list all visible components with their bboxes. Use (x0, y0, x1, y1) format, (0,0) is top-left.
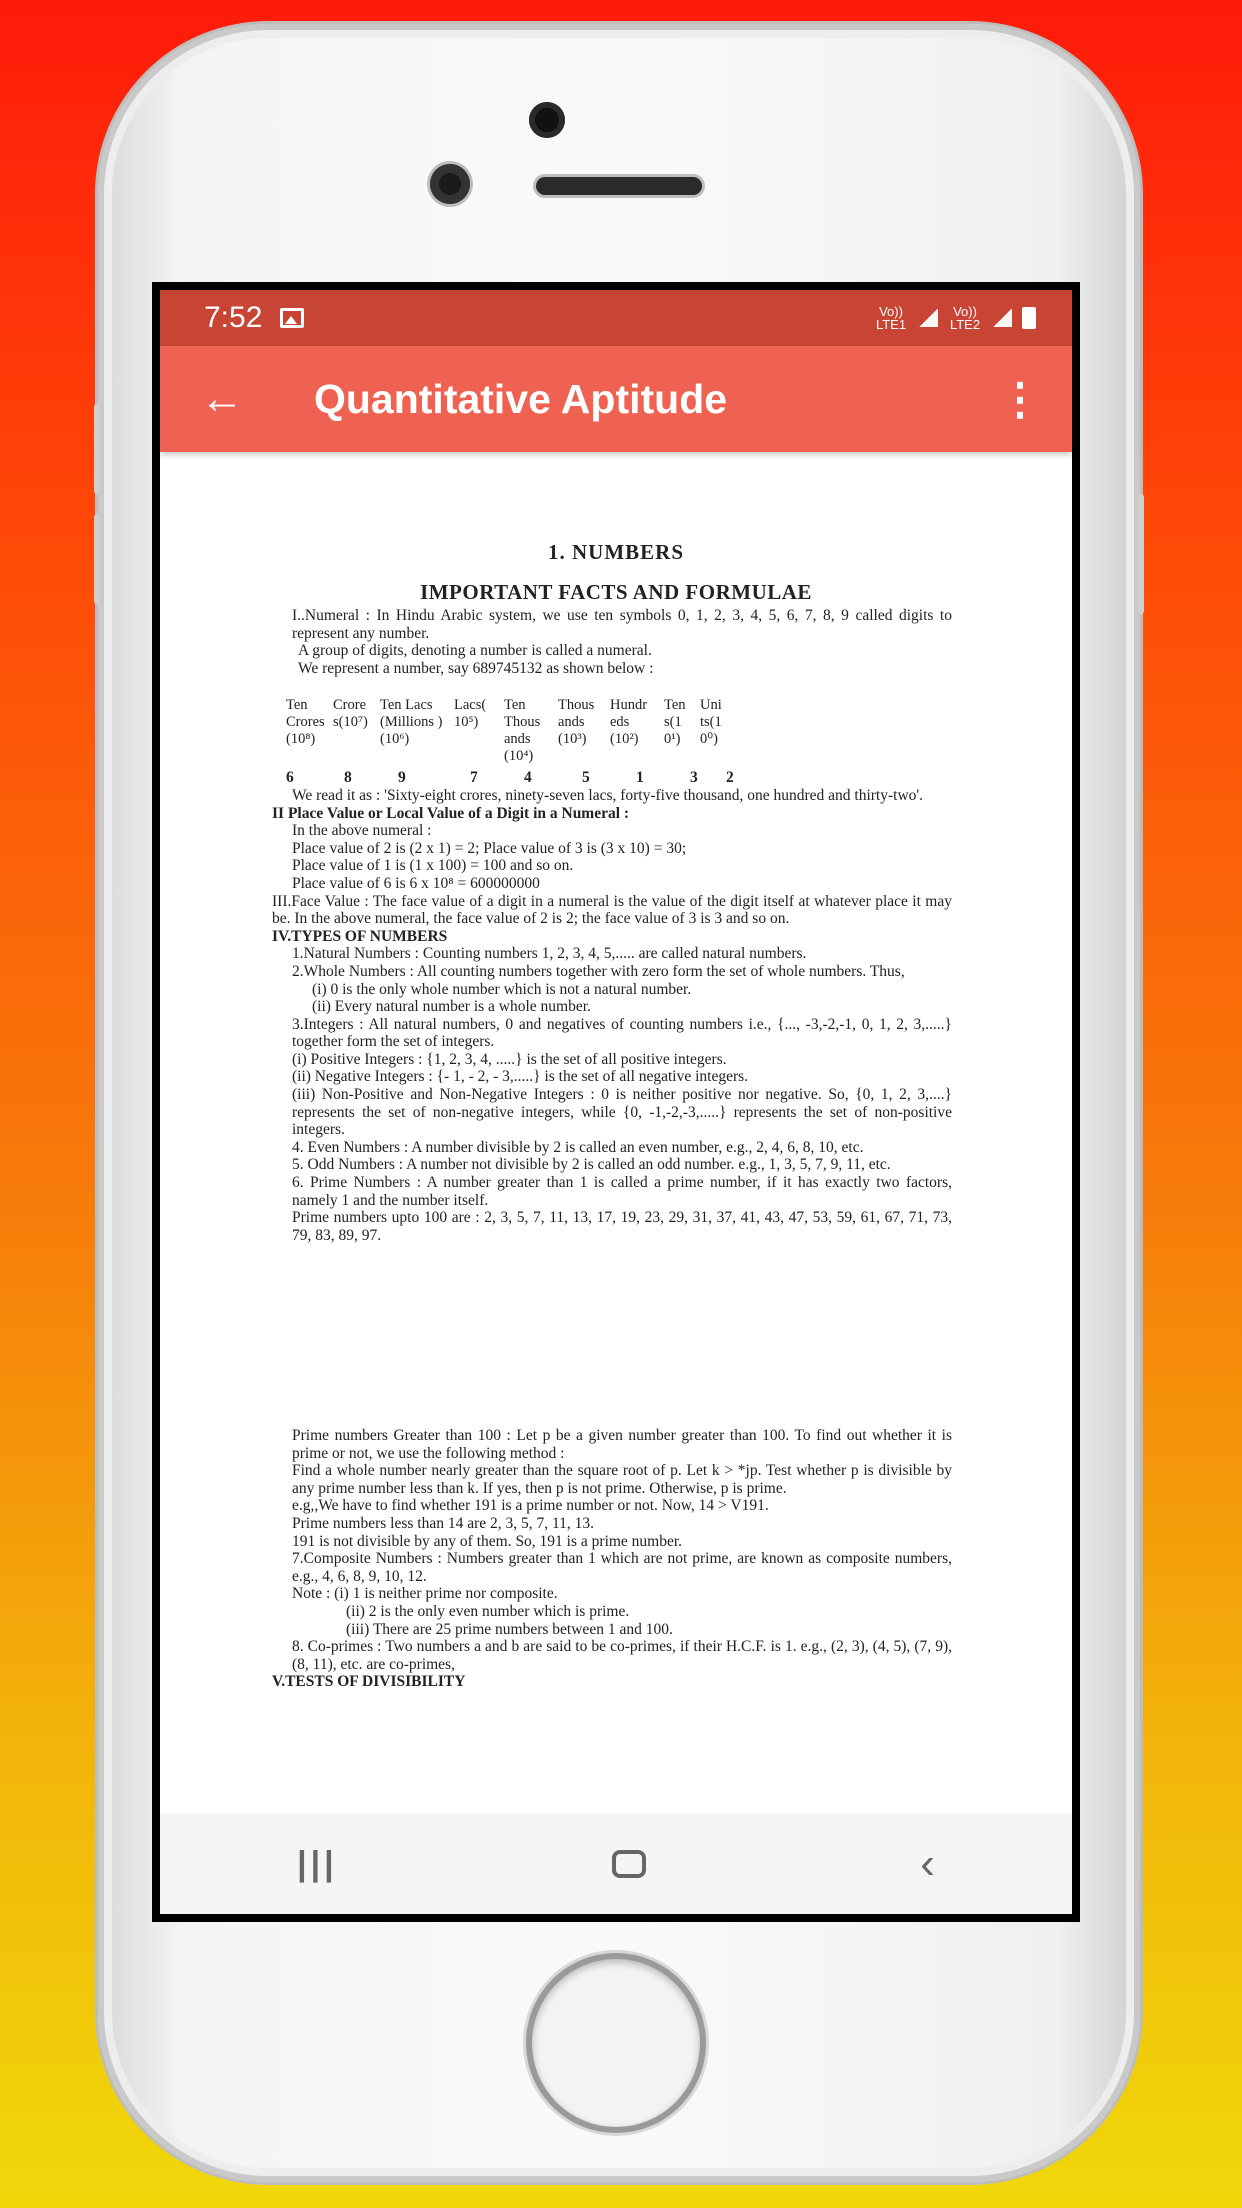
digit: 1 (636, 769, 644, 787)
section-heading: IMPORTANT FACTS AND FORMULAE (420, 580, 812, 604)
place-column: Thous ands (10³) (558, 697, 595, 748)
place-value-digits (286, 769, 952, 787)
coprimes-text: 8. Co-primes : Two numbers a and b are said to be co-primes, if their H.C.F. is 1. e.g., (2, 3), (4, 5), (7, 9), (8, 11), etc. are co-primes, (292, 1638, 952, 1673)
document-viewer[interactable] (160, 452, 1072, 1830)
digit: 7 (470, 769, 478, 787)
place-column: Crore s(10⁷) (333, 697, 368, 731)
volume-button (94, 404, 100, 494)
place-value-heading-text: II Place Value or Local Value of a Digit in a Numeral : (272, 804, 630, 822)
place-value-line: In the above numeral : (292, 822, 432, 840)
display (160, 290, 1072, 1914)
place-column: Ten Lacs (Millions ) (10⁶) (380, 697, 443, 748)
digit: 2 (726, 769, 734, 787)
home-button[interactable] (532, 1959, 700, 2127)
integers-note: (ii) Negative Integers : {- 1, - 2, - 3,.....} is the set of all negative integers. (292, 1068, 749, 1086)
numeral-text: A group of digits, denoting a number is called a numeral. (298, 642, 652, 660)
back-icon[interactable]: ‹ (920, 1839, 935, 1888)
place-column: Uni ts(1 0⁰) (700, 697, 722, 748)
more-vert-icon[interactable]: ⋮ (998, 374, 1042, 424)
app-title: Quantitative Aptitude (314, 375, 728, 422)
recent-apps-icon[interactable]: ||| (297, 1844, 338, 1883)
place-column: Hundr eds (10²) (610, 697, 648, 748)
earpiece-speaker (536, 177, 702, 195)
proximity-sensor (529, 102, 565, 138)
screen (152, 282, 1080, 1922)
odd-numbers-text: 5. Odd Numbers : A number not divisible by 2 is called an odd number. e.g., 1, 3, 5, 7, 9, 11, etc. (292, 1156, 891, 1174)
read-as-text: We read it as : 'Sixty-eight crores, ninety-seven lacs, forty-five thousand, one hundred and thirty-two'. (292, 786, 924, 804)
volume-button (94, 514, 100, 604)
place-value-line: Place value of 2 is (2 x 1) = 2; Place value of 3 is (3 x 10) = 30; (292, 839, 687, 857)
chapter-title: 1. NUMBERS (547, 540, 684, 564)
numeral-text: I..Numeral : In Hindu Arabic system, we use ten symbols 0, 1, 2, 3, 4, 5, 6, 7, 8, 9 called digits to represent any number. (292, 607, 952, 642)
natural-numbers-text: 1.Natural Numbers : Counting numbers 1, 2, 3, 4, 5,..... are called natural numbers. (292, 945, 807, 963)
place-value-heading (272, 805, 952, 823)
prime-test-text: Prime numbers Greater than 100 : Let p be a given number greater than 100. To find out whether it is prime or not, we use the following method : (292, 1427, 952, 1462)
status-icons (874, 305, 1036, 331)
integers-note: (i) Positive Integers : {1, 2, 3, 4, .....} is the set of all positive integers. (292, 1050, 727, 1068)
prime-test-text: Find a whole number nearly greater than the square root of p. Let k > *jp. Test whether p is divisible by any prime number less than k. If yes, then p is not prime. Otherwise, p is prime. (292, 1462, 952, 1497)
sim2-label: Vo)) LTE2 (949, 304, 981, 332)
navigation-bar (160, 1814, 1072, 1914)
numeral-text: We represent a number, say 689745132 as shown below : (298, 659, 654, 677)
clock: 7:52 (204, 301, 263, 334)
digit: 9 (398, 769, 406, 787)
integers-note: (iii) Non-Positive and Non-Negative Integers : 0 is neither positive nor negative. So, {0, 1, 2, 3,....} represents the set of non-negative integers, while {0, -1,-2,-3,.....} represents the set of non-positive integers. (292, 1086, 952, 1139)
place-value-line: Place value of 6 is 6 x 10⁸ = 600000000 (292, 874, 540, 892)
prime-test-text: 191 is not divisible by any of them. So, 191 is a prime number. (292, 1532, 683, 1550)
image-notification-icon (280, 308, 304, 328)
place-column: Ten s(1 0¹) (664, 697, 686, 748)
whole-numbers-text: 2.Whole Numbers : All counting numbers together with zero form the set of whole numbers. Thus, (292, 962, 905, 980)
signal-icon (992, 309, 1012, 327)
types-heading: IV.TYPES OF NUMBERS (272, 927, 448, 945)
place-column: Lacs( 10⁵) (454, 697, 487, 731)
battery-icon (1022, 307, 1036, 329)
face-value-text: III.Face Value : The face value of a digit in a numeral is the value of the digit itself at whatever place it may be. In the above numeral, the face value of 2 is 2; the face value of 3 is 3 and so on. (272, 892, 952, 928)
place-column: Ten Crores (10⁸) (286, 697, 325, 748)
app-bar (160, 346, 1072, 452)
front-camera (430, 164, 470, 204)
even-numbers-text: 4. Even Numbers : A number divisible by 2 is called an even number, e.g., 2, 4, 6, 8, 10, etc. (292, 1138, 864, 1156)
digit: 5 (582, 769, 590, 787)
sim1-label: Vo)) LTE1 (875, 304, 907, 332)
prime-list-text: Prime numbers upto 100 are : 2, 3, 5, 7, 11, 13, 17, 19, 23, 29, 31, 37, 41, 43, 47, 53, 59, 61, 67, 71, 73, 79, 83, 89, 97. (292, 1209, 952, 1244)
digit: 6 (286, 769, 294, 787)
note-text: Note : (i) 1 is neither prime nor composite. (292, 1585, 558, 1603)
composite-numbers-text: 7.Composite Numbers : Numbers greater than 1 which are not prime, are known as composite numbers, e.g., 4, 6, 8, 9, 10, 12. (292, 1550, 952, 1585)
page-2 (272, 1427, 952, 1691)
page-1 (272, 607, 952, 1244)
digit: 3 (690, 769, 698, 787)
signal-icon (918, 309, 938, 327)
place-value-table (286, 697, 952, 765)
note-text: (iii) There are 25 prime numbers between 1 and 100. (346, 1620, 673, 1638)
arrow-left-icon[interactable]: ← (200, 374, 244, 423)
status-bar (160, 290, 1072, 346)
home-icon[interactable] (612, 1850, 646, 1878)
note-text: (ii) 2 is the only even number which is prime. (346, 1602, 630, 1620)
digit: 8 (344, 769, 352, 787)
power-button (1138, 494, 1144, 614)
place-column: Ten Thous ands (10⁴) (504, 697, 541, 765)
whole-note: (ii) Every natural number is a whole number. (312, 998, 591, 1016)
prime-test-text: e.g,,We have to find whether 191 is a prime number or not. Now, 14 > V191. (292, 1497, 769, 1515)
whole-note: (i) 0 is the only whole number which is not a natural number. (312, 980, 692, 998)
prime-test-text: Prime numbers less than 14 are 2, 3, 5, 7, 11, 13. (292, 1514, 595, 1532)
integers-text: 3.Integers : All natural numbers, 0 and negatives of counting numbers i.e., {..., -3,-2,-1, 0, 1, 2, 3,.....} together form the set of integers. (292, 1015, 952, 1051)
digit: 4 (524, 769, 532, 787)
place-value-line: Place value of 1 is (1 x 100) = 100 and so on. (292, 857, 574, 875)
divisibility-heading: V.TESTS OF DIVISIBILITY (272, 1673, 466, 1691)
prime-numbers-text: 6. Prime Numbers : A number greater than 1 is called a prime number, if it has exactly two factors, namely 1 and the number itself. (292, 1174, 952, 1209)
